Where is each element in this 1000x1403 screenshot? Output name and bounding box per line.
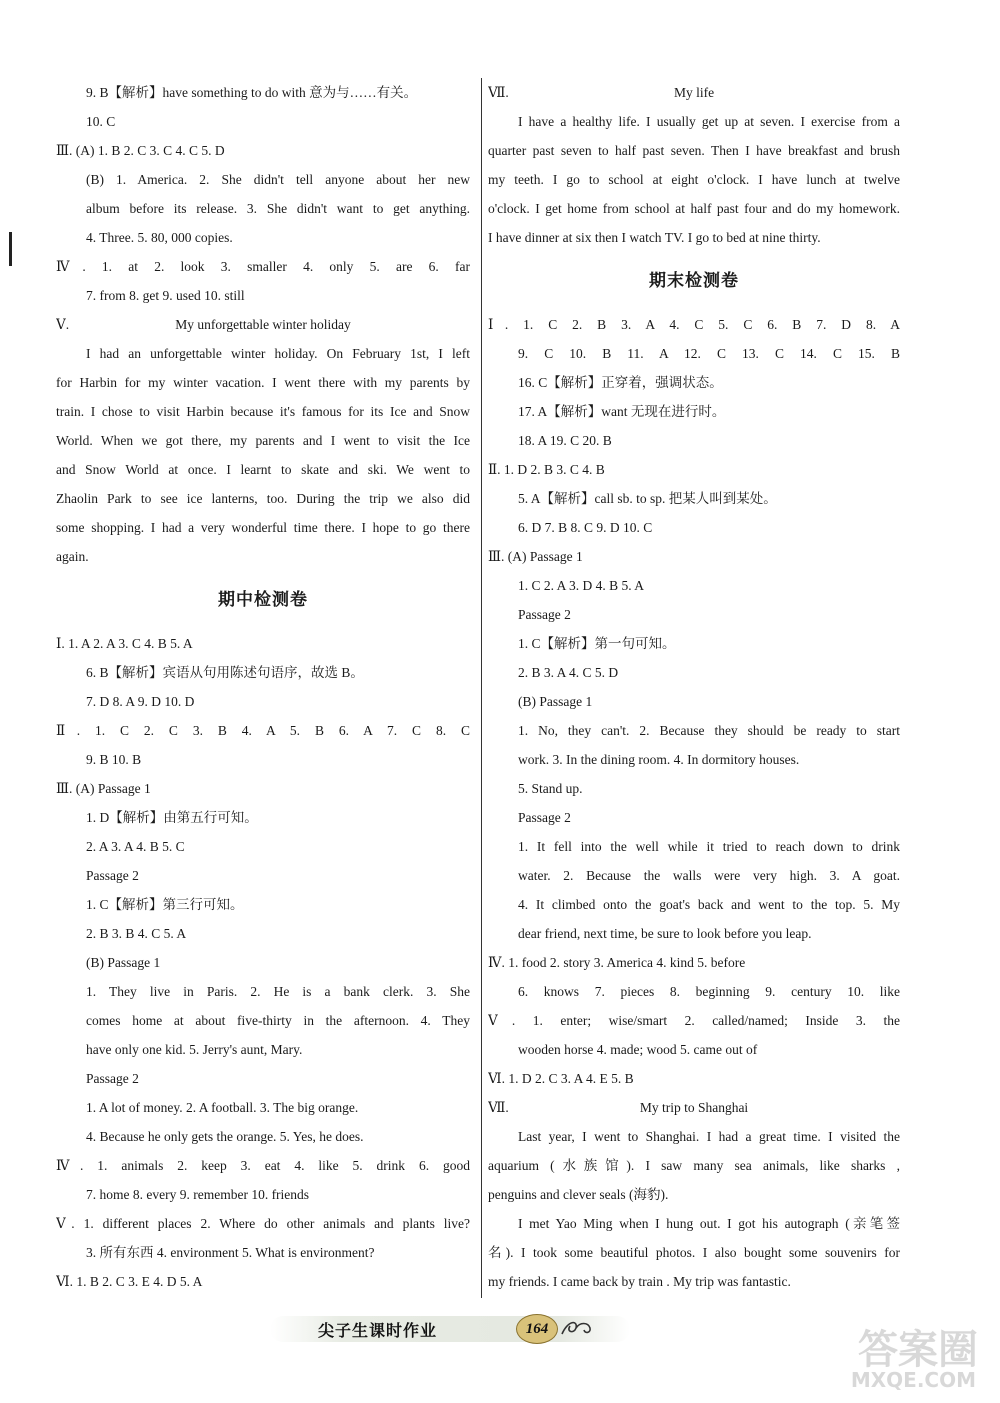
answer-line: 1. A lot of money. 2. A football. 3. The big orange. — [86, 1100, 359, 1115]
answer-line: comes home at about five-thirty in the afternoon. 4. They — [86, 1013, 470, 1028]
essay-title: My trip to Shanghai — [639, 1100, 749, 1115]
answer-line: dear friend, next time, be sure to look before you leap. — [518, 926, 812, 941]
section-heading: 期中检测卷 — [218, 590, 308, 610]
answer-line: penguins and clever seals (海豹). — [488, 1187, 669, 1202]
answer-line: work. 3. In the dining room. 4. In dormitory houses. — [518, 752, 800, 767]
right-column — [488, 78, 900, 1296]
answer-line: 6. B【解析】宾语从句用陈述句语序，故选 B。 — [86, 665, 364, 680]
answer-line: 9. B【解析】have something to do with 意为与……有关。 — [86, 85, 418, 100]
answer-line: I have a healthy life. I usually get up at seven. I exercise from a — [518, 114, 900, 129]
answer-line: 4. Because he only gets the orange. 5. Yes, he does. — [86, 1129, 364, 1144]
answer-line: 1. C【解析】第三行可知。 — [86, 897, 244, 912]
answer-line: aquarium (水族馆). I saw many sea animals, like sharks , — [488, 1158, 900, 1173]
answer-line: and Snow World at once. I learnt to skate and ski. We went to — [56, 462, 470, 477]
answer-line: wooden horse 4. made; wood 5. came out of — [518, 1042, 758, 1057]
answer-line: Last year, I went to Shanghai. I had a great time. I visited the — [518, 1129, 900, 1144]
answer-line: 1. No, they can't. 2. Because they should be ready to start — [518, 723, 900, 738]
essay-title-line — [488, 1093, 900, 1122]
section-number: Ⅴ. — [56, 317, 70, 332]
answer-line: 9. C 10. B 11. A 12. C 13. C 14. C 15. B — [518, 346, 900, 361]
answer-line: o'clock. I get home from school at half past four and do my homework. — [488, 201, 900, 216]
answer-line: World. When we got there, my parents and I went to visit the Ice — [56, 433, 470, 448]
answer-line: I had an unforgettable winter holiday. On February 1st, I left — [86, 346, 470, 361]
answer-line: 18. A 19. C 20. B — [518, 433, 612, 448]
answer-line: 9. B 10. B — [86, 752, 142, 767]
answer-line: Passage 2 — [518, 607, 571, 622]
answer-line: train. I chose to visit Harbin because it's famous for its Ice and Snow — [56, 404, 470, 419]
answer-line: 10. C — [86, 114, 116, 129]
answer-line: (B) 1. America. 2. She didn't tell anyone about her new — [86, 172, 470, 187]
answer-line: Ⅱ. 1. C 2. C 3. B 4. A 5. B 6. A 7. C 8. C — [56, 723, 470, 738]
answer-line: Ⅰ. 1. C 2. B 3. A 4. C 5. C 6. B 7. D 8. A — [488, 317, 900, 332]
answer-line: Ⅳ. 1. animals 2. keep 3. eat 4. like 5. drink 6. good — [56, 1158, 470, 1173]
answer-line: Ⅲ. (A) 1. B 2. C 3. C 4. C 5. D — [56, 143, 225, 158]
answer-line: 17. A【解析】want 无现在进行时。 — [518, 404, 726, 419]
answer-line: 4. It climbed onto the goat's back and went to the top. 5. My — [518, 897, 900, 912]
answer-line: again. — [56, 549, 89, 564]
answer-line: Ⅵ. 1. B 2. C 3. E 4. D 5. A — [56, 1274, 203, 1289]
answer-line: 2. B 3. A 4. C 5. D — [518, 665, 619, 680]
answer-line: 名). I took some beautiful photos. I also bought some souvenirs for — [488, 1245, 900, 1260]
answer-line: some shopping. I had a very wonderful time there. I hope to go there — [56, 520, 470, 535]
answer-line: 5. A【解析】call sb. to sp. 把某人叫到某处。 — [518, 491, 777, 506]
essay-title: My life — [673, 85, 715, 100]
answer-line: Passage 2 — [86, 1071, 139, 1086]
answer-line: I have dinner at six then I watch TV. I go to bed at nine thirty. — [488, 230, 821, 245]
watermark-url: MXQE.COM — [850, 1368, 976, 1392]
margin-mark — [9, 232, 12, 266]
answer-line: have only one kid. 5. Jerry's aunt, Mary. — [86, 1042, 303, 1057]
answer-line: Ⅳ. 1. food 2. story 3. America 4. kind 5. before — [488, 955, 746, 970]
answer-line: for Harbin for my winter vacation. I went there with my parents by — [56, 375, 470, 390]
answer-line: 2. A 3. A 4. B 5. C — [86, 839, 185, 854]
answer-line: (B) Passage 1 — [518, 694, 593, 709]
answer-line: 7. from 8. get 9. used 10. still — [86, 288, 245, 303]
page-footer — [270, 1312, 630, 1346]
essay-title: My unforgettable winter holiday — [175, 317, 351, 332]
answer-line: 1. It fell into the well while it tried to reach down to drink — [518, 839, 900, 854]
watermark — [788, 1318, 978, 1398]
answer-line: 5. Stand up. — [518, 781, 583, 796]
answer-line: 1. C 2. A 3. D 4. B 5. A — [518, 578, 645, 593]
section-heading: 期末检测卷 — [649, 271, 739, 291]
essay-title-line — [56, 310, 470, 339]
answer-line: 4. Three. 5. 80, 000 copies. — [86, 230, 233, 245]
page-number: 164 — [516, 1314, 558, 1344]
answer-line: Zhaolin Park to see ice lanterns, too. During the trip we also did — [56, 491, 470, 506]
answer-line: Passage 2 — [518, 810, 571, 825]
answer-line: Ⅲ. (A) Passage 1 — [488, 549, 583, 564]
answer-line: 6. D 7. B 8. C 9. D 10. C — [518, 520, 653, 535]
watermark-logo-text: 答案圈 — [858, 1327, 978, 1373]
answer-line: album before its release. 3. She didn't want to get anything. — [86, 201, 470, 216]
answer-line: 7. home 8. every 9. remember 10. friends — [86, 1187, 310, 1202]
answer-line: I met Yao Ming when I hung out. I got his autograph (亲笔签 — [518, 1216, 900, 1231]
answer-line: Ⅱ. 1. D 2. B 3. C 4. B — [488, 462, 605, 477]
left-column — [56, 78, 470, 1296]
answer-line: quarter past seven to half past seven. Then I have breakfast and brush — [488, 143, 900, 158]
answer-line: Passage 2 — [86, 868, 139, 883]
answer-line: 1. D【解析】由第五行可知。 — [86, 810, 258, 825]
section-number: Ⅶ. — [488, 85, 509, 100]
answer-line: 3. 所有东西 4. environment 5. What is environment? — [86, 1245, 375, 1260]
answer-line: Ⅵ. 1. D 2. C 3. A 4. E 5. B — [488, 1071, 634, 1086]
answer-line: Ⅳ. 1. at 2. look 3. smaller 4. only 5. are 6. far — [56, 259, 470, 274]
footer-brand: 尖子生课时作业 — [318, 1321, 438, 1340]
answer-line: (B) Passage 1 — [86, 955, 161, 970]
answer-line: my teeth. I go to school at eight o'clock. I have lunch at twelve — [488, 172, 900, 187]
answer-line: water. 2. Because the walls were very high. 3. A goat. — [518, 868, 900, 883]
column-divider — [481, 78, 482, 1298]
section-number: Ⅶ. — [488, 1100, 509, 1115]
essay-title-line — [488, 78, 900, 107]
answer-line: 1. They live in Paris. 2. He is a bank clerk. 3. She — [86, 984, 470, 999]
answer-line: 1. C【解析】第一句可知。 — [518, 636, 676, 651]
answer-line: 16. C【解析】正穿着，强调状态。 — [518, 375, 723, 390]
answer-line: 6. knows 7. pieces 8. beginning 9. century 10. like — [518, 984, 900, 999]
swirl-ornament-icon — [560, 1318, 594, 1340]
answer-line: my friends. I came back by train . My trip was fantastic. — [488, 1274, 791, 1289]
answer-line: Ⅰ. 1. A 2. A 3. C 4. B 5. A — [56, 636, 193, 651]
answer-line: Ⅴ. 1. enter; wise/smart 2. called/named; Inside 3. the — [488, 1013, 900, 1028]
answer-line: Ⅴ. 1. different places 2. Where do other animals and plants live? — [56, 1216, 470, 1231]
answer-line: Ⅲ. (A) Passage 1 — [56, 781, 151, 796]
answer-line: 2. B 3. B 4. C 5. A — [86, 926, 187, 941]
answer-line: 7. D 8. A 9. D 10. D — [86, 694, 195, 709]
